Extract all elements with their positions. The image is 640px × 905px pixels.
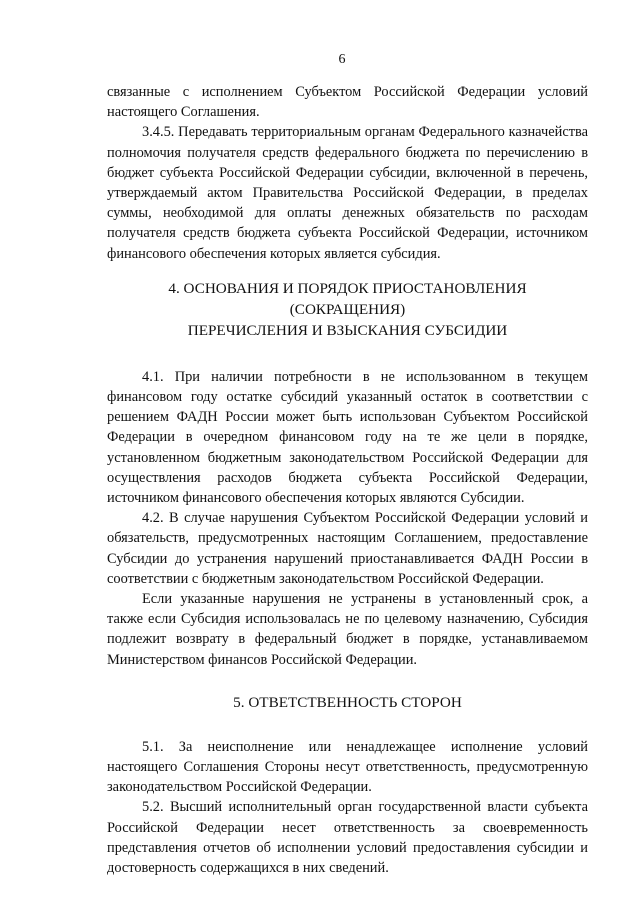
paragraph-4-2-continued: Если указанные нарушения не устранены в установленный срок, а также если Субсидия использовалась не по целевому назначению, Субсидия подлежит возврату в федеральный бюджет в порядке, устанавливаемом Министерством финансов Российской Федерации. [107,591,588,668]
section-5-heading-text: 5. ОТВЕТСТВЕННОСТЬ СТОРОН [233,693,462,711]
section-5-heading [107,692,588,713]
section-4-heading-line2: (СОКРАЩЕНИЯ) [289,300,406,318]
paragraph-4-2: 4.2. В случае нарушения Субъектом Российской Федерации условий и обязательств, предусмотренных настоящим Соглашением, предоставление Субсидии до устранения нарушений приостанавливается ФАДН России в соответствии с бюджетным законодательством Российской Федерации. [107,510,588,587]
paragraph-5-1: 5.1. За неисполнение или ненадлежащее исполнение условий настоящего Соглашения Стороны несут ответственность, предусмотренную законодательством Российской Федерации. [107,738,588,796]
document-body [107,82,588,878]
section-4-heading-line3: ПЕРЕЧИСЛЕНИЯ И ВЗЫСКАНИЯ СУБСИДИИ [187,321,508,339]
page-number: 6 [338,52,346,67]
paragraph-4-1: 4.1. При наличии потребности в не использованном в текущем финансовом году остатке субсидий указанный остаток в соответствии с решением ФАДН России может быть использован Субъектом Российской Федерации в очередном финансовом году на те же цели в порядке, установленном бюджетным законодательством Российской Федерации для осуществления расходов бюджета субъекта Российской Федерации, источником финансового обеспечения которых являются Субсидии. [107,368,588,507]
paragraph-3-4-5: 3.4.5. Передавать территориальным органам Федерального казначейства полномочия получателя средств федерального бюджета по перечислению в бюджет субъекта Российской Федерации субсидии, включенной в перечень, утверждаемый актом Правительства Российской Федерации, в пределах суммы, необходимой для оплаты денежных обязательств по расходам получателя средств бюджета субъекта Российской Федерации, источником финансового обеспечения которых является субсидия. [107,124,588,262]
paragraph-5-2: 5.2. Высший исполнительный орган государственной власти субъекта Российской Федерации несет ответственность за своевременность представления отчетов об исполнении условий предоставления субсидии и достоверность содержащихся в них сведений. [107,799,588,877]
section-4-heading-line1: 4. ОСНОВАНИЯ И ПОРЯДОК ПРИОСТАНОВЛЕНИЯ [168,279,527,297]
section-4-heading [107,278,588,341]
paragraph-continuation: связанные с исполнением Субъектом Российской Федерации условий настоящего Соглашения. [107,84,588,121]
